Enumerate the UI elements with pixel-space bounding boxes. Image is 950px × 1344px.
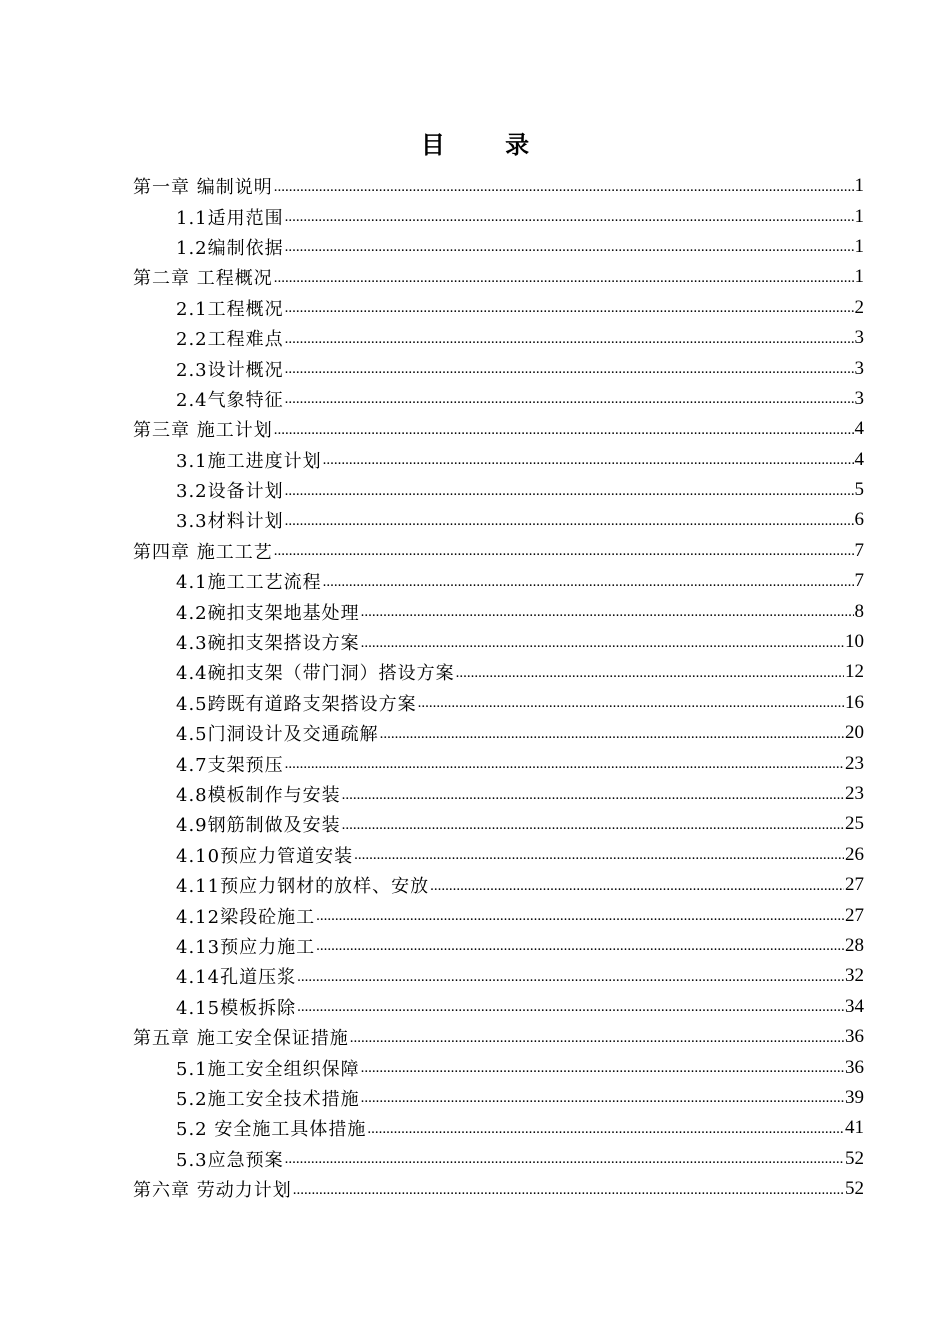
toc-section-entry[interactable]	[133, 779, 864, 809]
toc-page-number: 3	[854, 387, 864, 409]
toc-section-entry[interactable]	[133, 323, 864, 353]
toc-page-number: 20	[845, 722, 864, 744]
dot-leader	[342, 817, 844, 834]
toc-entry-title: 5.2施工安全技术措施	[176, 1088, 360, 1110]
toc-page-number: 23	[845, 783, 864, 804]
dot-leader	[456, 665, 844, 682]
dot-leader	[285, 1151, 844, 1168]
toc-entry-title: 2.3设计概况	[176, 359, 284, 381]
toc-entry-title: 5.1施工安全组织保障	[176, 1058, 360, 1080]
dot-leader	[316, 938, 844, 955]
toc-page-number: 2	[854, 296, 864, 318]
toc-section-entry[interactable]	[133, 900, 864, 930]
toc-page-number: 34	[845, 995, 864, 1017]
toc-section-entry[interactable]	[133, 718, 864, 748]
toc-entry-title: 第五章 施工安全保证措施	[133, 1028, 349, 1050]
toc-entry-title: 3.1施工进度计划	[176, 450, 322, 472]
toc-page-number: 41	[845, 1117, 864, 1139]
toc-page-number: 1	[854, 235, 864, 257]
toc-section-entry[interactable]	[133, 1083, 864, 1113]
toc-entry-title: 4.4碗扣支架（带门洞）搭设方案	[176, 663, 455, 685]
toc-entry-title: 4.10预应力管道安装	[176, 845, 354, 867]
toc-entry-title: 第三章 施工计划	[133, 420, 273, 442]
dot-leader	[274, 422, 854, 439]
toc-section-entry[interactable]	[133, 992, 864, 1022]
toc-entry-title: 4.1施工工艺流程	[176, 572, 322, 594]
dot-leader	[316, 908, 844, 925]
dot-leader	[285, 483, 854, 500]
toc-entry-title: 4.8模板制作与安装	[176, 785, 341, 806]
toc-entry-title: 4.7支架预压	[176, 754, 284, 776]
toc-entry-title: 1.1适用范围	[176, 207, 284, 229]
dot-leader	[361, 635, 844, 652]
dot-leader	[274, 543, 854, 560]
dot-leader	[285, 756, 844, 773]
toc-page-number: 10	[845, 631, 864, 653]
toc-page-number: 52	[845, 1147, 864, 1169]
toc-section-entry[interactable]	[133, 596, 864, 626]
toc-section-entry[interactable]	[133, 657, 864, 687]
toc-section-entry[interactable]	[133, 748, 864, 778]
toc-chapter-entry[interactable]	[133, 1022, 864, 1052]
toc-section-entry[interactable]	[133, 870, 864, 900]
toc-page-number: 28	[845, 934, 864, 956]
toc-page-number: 4	[854, 418, 864, 440]
toc-section-entry[interactable]	[133, 201, 864, 231]
dot-leader	[361, 604, 854, 621]
toc-page-number: 3	[854, 327, 864, 349]
toc-section-entry[interactable]	[133, 353, 864, 383]
dot-leader	[285, 361, 854, 378]
toc-entry-title: 4.2碗扣支架地基处理	[176, 602, 360, 624]
toc-section-entry[interactable]	[133, 809, 864, 839]
toc-chapter-entry[interactable]	[133, 536, 864, 566]
table-of-contents	[133, 171, 864, 1204]
toc-entry-title: 4.9钢筋制做及安装	[176, 815, 341, 837]
dot-leader	[350, 1030, 844, 1047]
dot-leader	[285, 391, 854, 408]
toc-page-number: 27	[845, 904, 864, 926]
dot-leader	[430, 878, 844, 895]
toc-chapter-entry[interactable]	[133, 414, 864, 444]
toc-section-entry[interactable]	[133, 961, 864, 991]
toc-entry-title: 1.2编制依据	[176, 237, 284, 259]
toc-page-number: 39	[845, 1086, 864, 1108]
toc-page-number: 7	[854, 539, 864, 561]
toc-page-number: 27	[845, 874, 864, 896]
dot-leader	[297, 999, 844, 1016]
dot-leader	[285, 331, 854, 348]
toc-entry-title: 3.2设备计划	[176, 481, 284, 503]
dot-leader	[274, 270, 854, 287]
toc-section-entry[interactable]	[133, 931, 864, 961]
toc-page-number: 1	[854, 205, 864, 227]
toc-section-entry[interactable]	[133, 1113, 864, 1143]
dot-leader	[297, 969, 844, 986]
dot-leader	[285, 239, 854, 256]
toc-page-number: 1	[854, 175, 864, 197]
toc-entry-title: 第二章 工程概况	[133, 268, 273, 290]
toc-page-number: 12	[845, 661, 864, 683]
toc-section-entry[interactable]	[133, 384, 864, 414]
toc-section-entry[interactable]	[133, 293, 864, 323]
toc-entry-title: 第一章 编制说明	[133, 177, 273, 199]
dot-leader	[323, 452, 854, 469]
toc-section-entry[interactable]	[133, 232, 864, 262]
toc-section-entry[interactable]	[133, 475, 864, 505]
dot-leader	[285, 209, 854, 226]
toc-page-number: 5	[854, 479, 864, 501]
toc-page-number: 8	[854, 600, 864, 622]
dot-leader	[293, 1182, 844, 1199]
toc-page-number: 23	[845, 752, 864, 774]
toc-chapter-entry[interactable]	[133, 1174, 864, 1204]
toc-entry-title: 4.5门洞设计及交通疏解	[176, 724, 379, 746]
toc-page-number: 1	[854, 266, 864, 288]
toc-section-entry[interactable]	[133, 1052, 864, 1082]
dot-leader	[367, 1121, 844, 1138]
toc-page-number: 36	[845, 1056, 864, 1078]
dot-leader	[323, 574, 854, 591]
toc-page-number: 25	[845, 813, 864, 835]
toc-section-entry[interactable]	[133, 840, 864, 870]
dot-leader	[274, 179, 854, 196]
toc-page-number: 6	[854, 509, 864, 531]
toc-page-number: 3	[854, 357, 864, 379]
toc-entry-title: 5.2 安全施工具体措施	[176, 1119, 367, 1141]
toc-page-number: 32	[845, 965, 864, 987]
dot-leader	[354, 847, 844, 864]
toc-page-number: 52	[845, 1178, 864, 1200]
toc-entry-title: 5.3应急预案	[176, 1149, 284, 1171]
toc-entry-title: 2.1工程概况	[176, 298, 284, 320]
toc-chapter-entry[interactable]	[133, 171, 864, 201]
toc-entry-title: 4.14孔道压浆	[176, 967, 297, 989]
toc-entry-title: 4.12梁段砼施工	[176, 906, 316, 928]
toc-section-entry[interactable]	[133, 688, 864, 718]
dot-leader	[285, 513, 854, 530]
toc-page-number: 36	[845, 1026, 864, 1048]
toc-entry-title: 4.11预应力钢材的放样、安放	[176, 876, 430, 898]
toc-entry-title: 2.2工程难点	[176, 329, 284, 351]
toc-title: 目 录	[420, 130, 556, 159]
dot-leader	[285, 300, 854, 317]
toc-entry-title: 4.3碗扣支架搭设方案	[176, 633, 360, 655]
dot-leader	[361, 1060, 844, 1077]
toc-entry-title: 第四章 施工工艺	[133, 541, 273, 563]
toc-entry-title: 2.4气象特征	[176, 389, 284, 411]
toc-page-number: 26	[845, 843, 864, 865]
toc-section-entry[interactable]	[133, 1144, 864, 1174]
toc-entry-title: 4.15模板拆除	[176, 997, 297, 1019]
dot-leader	[342, 787, 844, 804]
toc-chapter-entry[interactable]	[133, 262, 864, 292]
toc-section-entry[interactable]	[133, 445, 864, 475]
toc-entry-title: 3.3材料计划	[176, 511, 284, 533]
dot-leader	[361, 1090, 844, 1107]
toc-section-entry[interactable]	[133, 566, 864, 596]
dot-leader	[380, 726, 844, 743]
dot-leader	[418, 695, 844, 712]
toc-entry-title: 4.13预应力施工	[176, 936, 316, 958]
toc-page-number: 7	[854, 570, 864, 592]
toc-section-entry[interactable]	[133, 505, 864, 535]
toc-entry-title: 第六章 劳动力计划	[133, 1180, 292, 1202]
toc-page-number: 4	[854, 448, 864, 470]
toc-section-entry[interactable]	[133, 627, 864, 657]
toc-entry-title: 4.5跨既有道路支架搭设方案	[176, 693, 417, 715]
toc-page-number: 16	[845, 691, 864, 713]
